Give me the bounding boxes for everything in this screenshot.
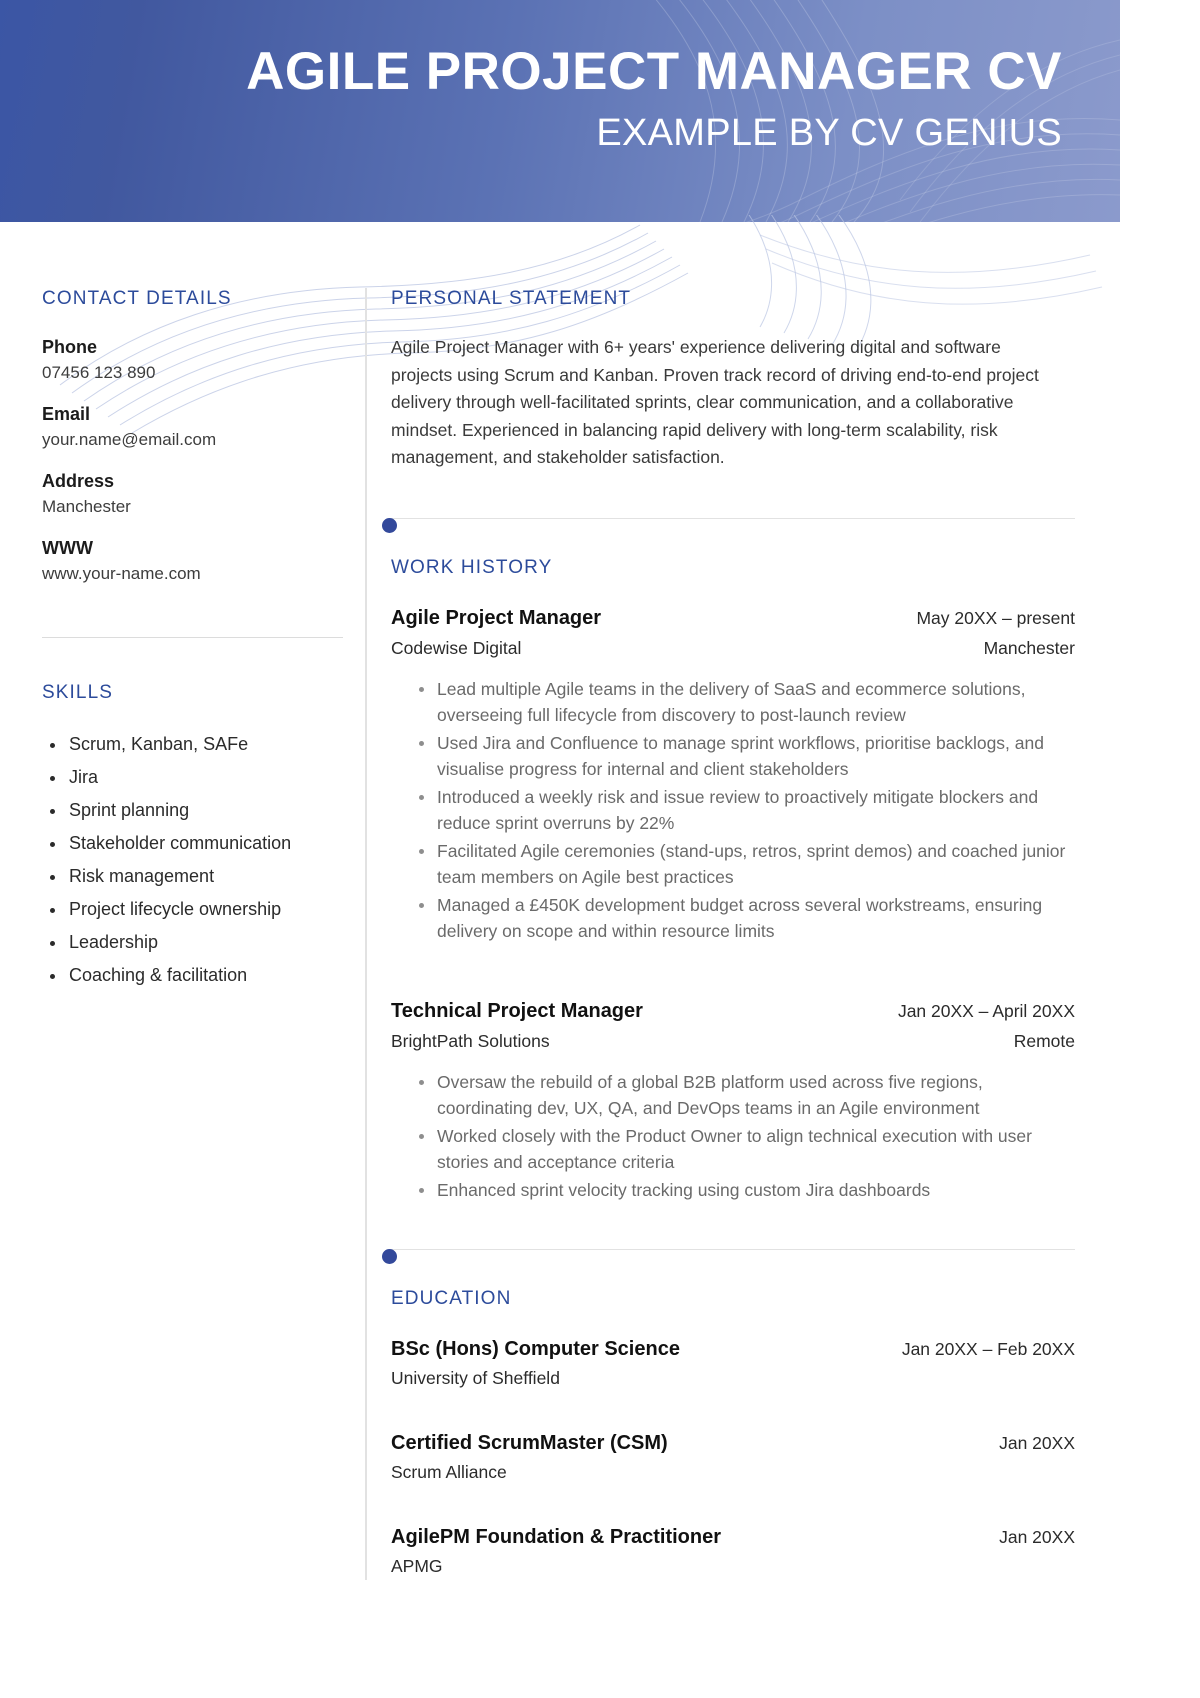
sidebar	[0, 288, 365, 1580]
list-item: Leadership	[42, 926, 343, 959]
education-date: Jan 20XX	[999, 1432, 1075, 1453]
work-history-heading: WORK HISTORY	[391, 556, 553, 578]
education-entry	[391, 1334, 1075, 1392]
education-divider	[391, 1249, 1075, 1250]
list-item: Jira	[42, 761, 343, 794]
list-item: Risk management	[42, 860, 343, 893]
header-text-block	[246, 42, 1062, 156]
list-item: Project lifecycle ownership	[42, 893, 343, 926]
list-item: Facilitated Agile ceremonies (stand-ups, retros, sprint demos) and coached junior team members on Agile best practices	[391, 838, 1075, 890]
education-title: Certified ScrumMaster (CSM)	[391, 1431, 668, 1454]
education-section	[391, 1249, 1075, 1580]
personal-statement-heading: PERSONAL STATEMENT	[391, 288, 632, 309]
work-entry	[391, 603, 1075, 944]
main-column	[365, 288, 1200, 1580]
page-subtitle: EXAMPLE BY CV GENIUS	[596, 112, 1062, 154]
education-school: Scrum Alliance	[391, 1461, 507, 1482]
contact-item-phone	[42, 334, 343, 386]
list-item: Sprint planning	[42, 794, 343, 827]
list-item: Worked closely with the Product Owner to align technical execution with user stories and acceptance criteria	[391, 1123, 1075, 1175]
job-duties-list	[391, 676, 1075, 944]
job-company: BrightPath Solutions	[391, 1030, 550, 1051]
job-title: Technical Project Manager	[391, 999, 643, 1022]
contact-label-address: Address	[42, 471, 115, 491]
list-item: Stakeholder communication	[42, 827, 343, 860]
education-entry	[391, 1522, 1075, 1580]
work-entry-header	[391, 603, 1075, 633]
work-entry	[391, 996, 1075, 1203]
job-date: May 20XX – present	[916, 607, 1075, 628]
education-entry-header	[391, 1334, 1075, 1364]
contact-value-phone: 07456 123 890	[42, 363, 156, 382]
page-title: AGILE PROJECT MANAGER CV	[246, 42, 1062, 101]
cv-content	[0, 222, 1200, 1580]
contact-label-phone: Phone	[42, 337, 98, 357]
list-item: Coaching & facilitation	[42, 959, 343, 992]
timeline-dot-icon	[382, 518, 397, 533]
sidebar-divider	[42, 637, 343, 638]
work-entry-subheader	[391, 1027, 1075, 1055]
list-item: Oversaw the rebuild of a global B2B platform used across five regions, coordinating dev, UX, QA, and DevOps teams in an Agile environment	[391, 1069, 1075, 1121]
list-item: Scrum, Kanban, SAFe	[42, 728, 343, 761]
contact-details-heading: CONTACT DETAILS	[42, 288, 232, 309]
job-company: Codewise Digital	[391, 637, 522, 658]
job-date: Jan 20XX – April 20XX	[897, 1000, 1075, 1021]
contact-value-email: your.name@email.com	[42, 430, 217, 449]
job-location: Remote	[1013, 1030, 1075, 1051]
education-heading: EDUCATION	[391, 1287, 512, 1309]
work-entry-spacer	[391, 954, 1075, 996]
contact-item-address	[42, 468, 343, 520]
list-item: Used Jira and Confluence to manage sprint workflows, prioritise backlogs, and visualise progress for internal and client stakeholders	[391, 730, 1075, 782]
contact-label-www: WWW	[42, 538, 93, 558]
skills-list	[42, 728, 343, 992]
list-item: Introduced a weekly risk and issue review to proactively mitigate blockers and reduce sprint overruns by 22%	[391, 784, 1075, 836]
education-date: Jan 20XX – Feb 20XX	[901, 1338, 1075, 1359]
contact-item-email	[42, 401, 343, 453]
education-title: BSc (Hons) Computer Science	[391, 1337, 680, 1360]
work-entry-subheader	[391, 634, 1075, 662]
list-item: Enhanced sprint velocity tracking using custom Jira dashboards	[391, 1177, 1075, 1203]
contact-details-section	[42, 288, 343, 587]
list-item: Lead multiple Agile teams in the delivery of SaaS and ecommerce solutions, overseeing full lifecycle from discovery to post-launch review	[391, 676, 1075, 728]
education-school: University of Sheffield	[391, 1367, 560, 1388]
education-date: Jan 20XX	[999, 1526, 1075, 1547]
cv-header-banner	[0, 0, 1120, 222]
work-history-section	[391, 518, 1075, 1203]
job-duties-list	[391, 1069, 1075, 1203]
contact-value-address: Manchester	[42, 497, 131, 516]
list-item: Managed a £450K development budget across several workstreams, ensuring delivery on scope and within resource limits	[391, 892, 1075, 944]
work-history-divider	[391, 518, 1075, 519]
work-entry-header	[391, 996, 1075, 1026]
education-entry	[391, 1428, 1075, 1486]
job-location: Manchester	[983, 637, 1075, 658]
skills-heading: SKILLS	[42, 682, 114, 703]
education-school: APMG	[391, 1555, 443, 1576]
education-entry-header	[391, 1428, 1075, 1458]
education-title: AgilePM Foundation & Practitioner	[391, 1525, 722, 1548]
job-title: Agile Project Manager	[391, 606, 602, 629]
contact-label-email: Email	[42, 404, 91, 424]
skills-section	[42, 682, 343, 992]
contact-item-www	[42, 535, 343, 587]
contact-value-www: www.your-name.com	[42, 564, 201, 583]
timeline-dot-icon	[382, 1249, 397, 1264]
personal-statement-section	[391, 288, 1075, 472]
personal-statement-text: Agile Project Manager with 6+ years' experience delivering digital and software projects using Scrum and Kanban. Proven track record of driving end-to-end project delivery through well-facilitated sprints, clear communication, and a collaborative mindset. Experienced in balancing rapid delivery with long-term scalability, risk management, and stakeholder satisfaction.	[391, 337, 1039, 467]
education-entry-header	[391, 1522, 1075, 1552]
